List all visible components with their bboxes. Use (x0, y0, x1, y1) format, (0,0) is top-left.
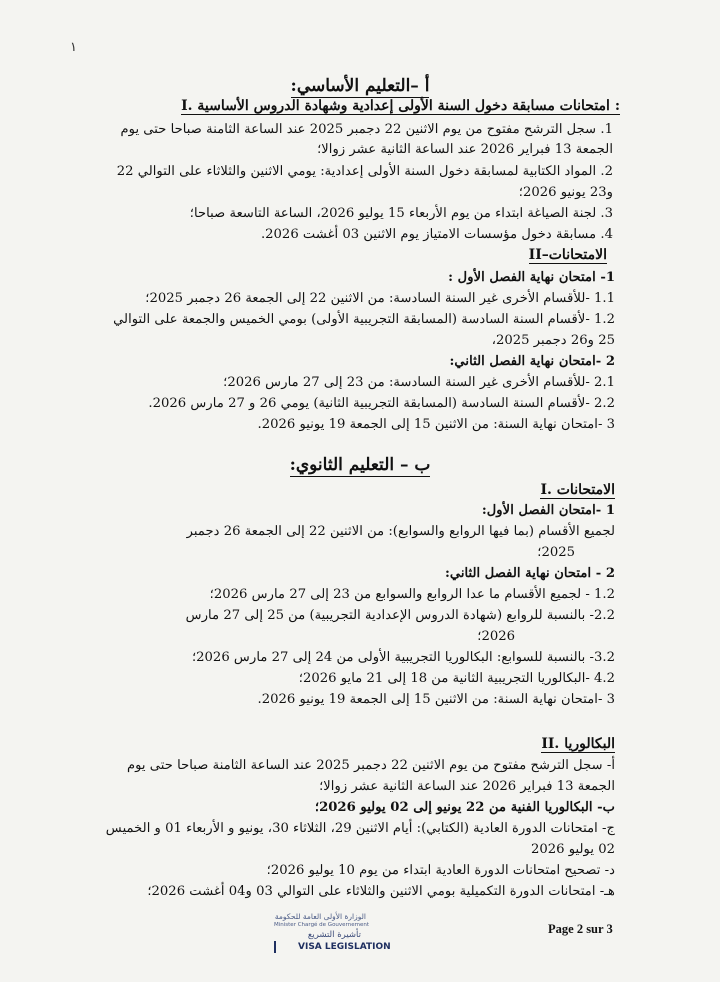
stamp-line-2: Minister Chargé de Gouvernement (274, 922, 369, 928)
b1-line-1: 1 -امتحان الفصل الأول: (481, 503, 615, 518)
stamp-mark (274, 941, 276, 953)
stamp-line-4: VISA LEGISLATION (298, 942, 391, 952)
a2-line-4: 2 -امتحان نهاية الفصل الثاني: (449, 354, 615, 369)
b1-line-6: 3.2- بالنسبة للسوابع: البكالوريا التجريبية الأولى من 24 إلى 27 مارس 2026؛ (191, 650, 615, 665)
b2-line-5: هـ- امتحانات الدورة التكميلية بومي الاثنين والثلاثاء على التوالي 03 و04 أغشت 2026؛ (147, 884, 615, 899)
section-b-part1-heading: I. الامتحانات (540, 482, 615, 498)
b1-line-3: 2 - امتحان نهاية الفصل الثاني: (444, 566, 615, 581)
a1-item-2-cont: و23 يونيو 2026؛ (518, 185, 613, 200)
section-a-part2-heading: II–الامتحانات (528, 247, 607, 263)
a1-item-1: 1. سجل الترشح مفتوح من يوم الاثنين 22 دجمبر 2025 عند الساعة الثامنة صباحا حتى يوم (120, 122, 613, 137)
b1-line-7: 4.2 -البكالوريا التجريبية الثانية من 18 إلى 21 مايو 2026؛ (298, 671, 615, 686)
b2-line-3: ج- امتحانات الدورة العادية (الكتابي): أيام الاثنين 29، الثلاثاء 30، يونيو و الأربعاء 01 و الخميس (105, 821, 615, 836)
b1-line-5-cont: 2026؛ (477, 629, 515, 644)
b2-line-1-cont: الجمعة 13 فبراير 2026 عند الساعة الثانية عشر زوالا؛ (319, 779, 615, 794)
b2-line-3-cont: 02 يوليو 2026 (530, 842, 615, 857)
b2-line-4: د- تصحيح امتحانات الدورة العادية ابتداء من يوم 10 يوليو 2026؛ (266, 863, 615, 878)
a1-item-2: 2. المواد الكتابية لمسابقة دخول السنة الأولى إعدادية: يومي الاثنين والثلاثاء على التوالي 22 (116, 164, 613, 179)
a1-item-3: 3. لجنة الصياغة ابتداء من يوم الأربعاء 15 يوليو 2026، الساعة التاسعة صباحا؛ (189, 206, 613, 221)
section-b-title: ب – التعليم الثانوي: (289, 455, 431, 475)
b1-line-2-cont: 2025؛ (537, 545, 575, 560)
a2-line-6: 2.2 -لأقسام السنة السادسة (المسابقة التجريبية الثانية) يومي 26 و 27 مارس 2026. (148, 396, 615, 411)
a2-line-3: 1.2 -لأقسام السنة السادسة (المسابقة التجريبية الأولى) بومي الخميس والجمعة على التوالي (113, 312, 615, 327)
section-b-part2-heading: II. البكالوريا (541, 736, 615, 752)
stray-mark: ١ (70, 40, 77, 55)
a2-line-7: 3 -امتحان نهاية السنة: من الاثنين 15 إلى الجمعة 19 يونيو 2026. (257, 417, 615, 432)
a1-item-4: 4. مسابقة دخول مؤسسات الامتياز يوم الاثنين 03 أغشت 2026. (260, 227, 613, 242)
a2-line-5: 2.1 -للأقسام الأخرى غير السنة السادسة: من 23 إلى 27 مارس 2026؛ (223, 375, 615, 390)
b1-line-2: لجميع الأقسام (بما فيها الروابع والسوابع): من الاثنين 22 إلى الجمعة 26 دجمبر (186, 524, 615, 539)
visa-legislation-stamp (268, 912, 391, 956)
section-a-title: أ –التعليم الأساسي: (290, 76, 430, 96)
b1-line-8: 3 -امتحان نهاية السنة: من الاثنين 15 إلى الجمعة 19 يونيو 2026. (257, 692, 615, 707)
b1-line-5: 2.2- بالنسبة للروابع (شهادة الدروس الإعدادية التجريبية) من 25 إلى 27 مارس (185, 608, 615, 623)
section-a-part1-heading: I. امتحانات مسابقة دخول السنة الأولى إعدادية وشهادة الدروس الأساسية : (181, 98, 620, 114)
page-number: Page 2 sur 3 (548, 922, 613, 936)
b2-line-1: أ- سجل الترشح مفتوح من يوم الاثنين 22 دجمبر 2025 عند الساعة الثامنة صباحا حتى يوم (126, 758, 615, 773)
a2-line-3-cont: 25 و26 دجمبر 2025، (491, 333, 615, 348)
a1-item-1-cont: الجمعة 13 فبراير 2026 عند الساعة الثانية عشر زوالا؛ (317, 142, 613, 157)
b2-line-2: ب- البكالوريا الفنية من 22 يونيو إلى 02 يوليو 2026؛ (314, 800, 615, 815)
stamp-line-3: تأشيرة التشريع (307, 930, 361, 940)
a2-line-1: 1- امتحان نهاية الفصل الأول : (448, 270, 615, 285)
a2-line-2: 1.1 -للأقسام الأخرى غير السنة السادسة: من الاثنين 22 إلى الجمعة 26 دجمبر 2025؛ (145, 291, 615, 306)
stamp-line-1: الوزارة الأولى العامة للحكومة (274, 912, 366, 921)
b1-line-4: 1.2 - لجميع الأقسام ما عدا الروابع والسوابع من 23 إلى 27 مارس 2026؛ (209, 587, 615, 602)
